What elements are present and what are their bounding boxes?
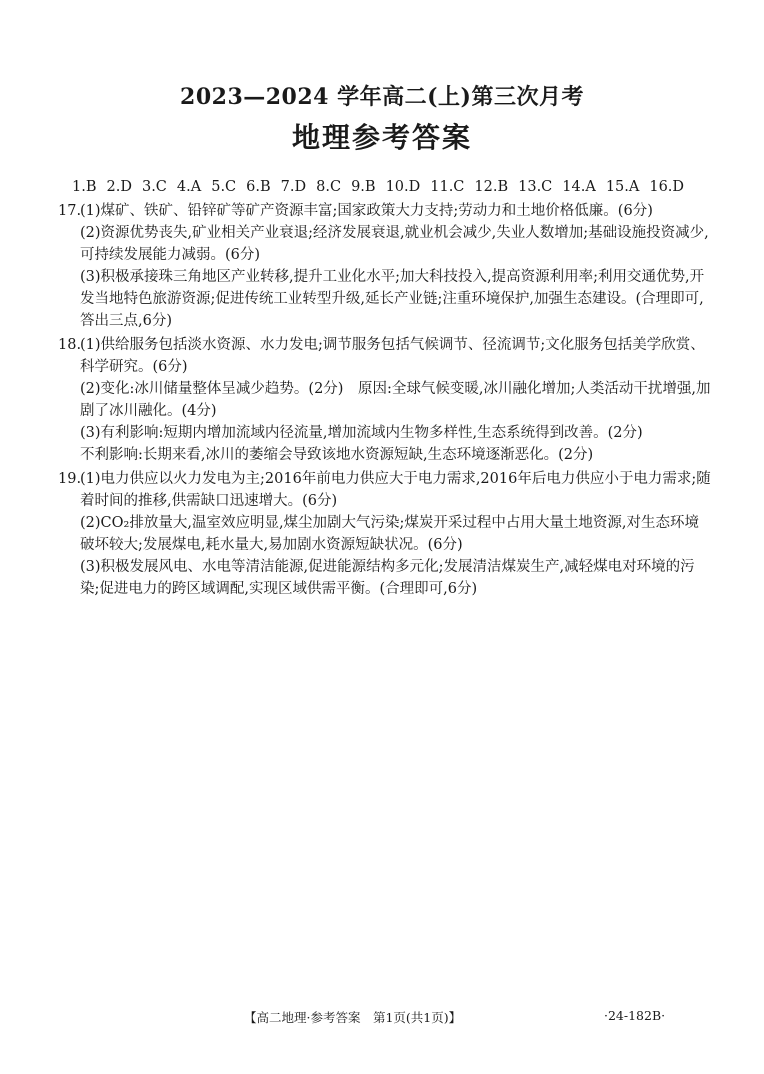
answer-item: 2.D [106, 179, 132, 195]
answer-item: 10.D [385, 179, 421, 195]
footer-code: ·24-182B· [604, 1008, 666, 1023]
question-17 [58, 200, 712, 332]
answer-item: 9.B [351, 179, 376, 195]
question-19 [58, 468, 712, 600]
answer-part: (3)有利影响:短期内增加流域内径流量,增加流域内生物多样性,生态系统得到改善。(2分) [80, 425, 643, 441]
answer-item: 15.A [605, 179, 640, 195]
answer-item: 12.B [474, 179, 509, 195]
answer-item: 3.C [141, 179, 167, 195]
question-18 [58, 334, 712, 466]
answer-item: 7.D [280, 179, 307, 195]
answer-item: 5.C [211, 179, 237, 195]
answer-part: (3)积极发展风电、水电等清洁能源,促进能源结构多元化;发展清洁煤炭生产,减轻煤电对环境的污染;促进电力的跨区域调配,实现区域供需平衡。(合理即可,6分) [80, 559, 695, 597]
exam-title: 2023—2024 学年高二(上)第三次月考 [180, 84, 584, 110]
answer-content [58, 176, 712, 600]
answer-item: 8.C [316, 179, 342, 195]
multiple-choice-answers [72, 176, 712, 198]
answer-item: 6.B [246, 179, 271, 195]
answer-part: (1)煤矿、铁矿、铅锌矿等矿产资源丰富;国家政策大力支持;劳动力和土地价格低廉。(6分) [80, 203, 653, 219]
question-number: 17. [58, 203, 82, 219]
answer-part: (1)电力供应以火力发电为主;2016年前电力供应大于电力需求,2016年后电力供应小于电力需求;随着时间的推移,供需缺口迅速增大。(6分) [80, 471, 711, 509]
answer-item: 14.A [562, 179, 596, 195]
answer-item: 13.C [518, 179, 553, 195]
answer-part: (2)资源优势丧失,矿业相关产业衰退;经济发展衰退,就业机会减少,失业人数增加;基础设施投资减少,可持续发展能力减弱。(6分) [80, 225, 709, 263]
answer-item: 11.C [430, 179, 465, 195]
footer-page-info: 【高二地理·参考答案 第1页(共1页)】 [244, 1010, 462, 1025]
answer-item: 1.B [72, 179, 97, 195]
question-number: 19. [58, 471, 82, 487]
question-number: 18. [58, 337, 82, 353]
answer-part: 不利影响:长期来看,冰川的萎缩会导致该地水资源短缺,生态环境逐渐恶化。(2分) [80, 447, 594, 463]
answer-item: 16.D [649, 179, 685, 195]
answer-item: 4.A [176, 179, 202, 195]
answer-part: (3)积极承接珠三角地区产业转移,提升工业化水平;加大科技投入,提高资源利用率;利用交通优势,开发当地特色旅游资源;促进传统工业转型升级,延长产业链;注重环境保护,加强生态建设。(合理即可,答出三点,6分) [80, 269, 705, 329]
answer-part: (1)供给服务包括淡水资源、水力发电;调节服务包括气候调节、径流调节;文化服务包括美学欣赏、科学研究。(6分) [80, 337, 705, 375]
answer-part: (2)CO₂排放量大,温室效应明显,煤尘加剧大气污染;煤炭开采过程中占用大量土地资源,对生态环境破坏较大;发展煤电,耗水量大,易加剧水资源短缺状况。(6分) [80, 515, 700, 553]
document-subtitle: 地理参考答案 [291, 121, 472, 154]
answer-part: (2)变化:冰川储量整体呈减少趋势。(2分) 原因:全球气候变暖,冰川融化增加;人类活动干扰增强,加剧了冰川融化。(4分) [80, 381, 711, 419]
